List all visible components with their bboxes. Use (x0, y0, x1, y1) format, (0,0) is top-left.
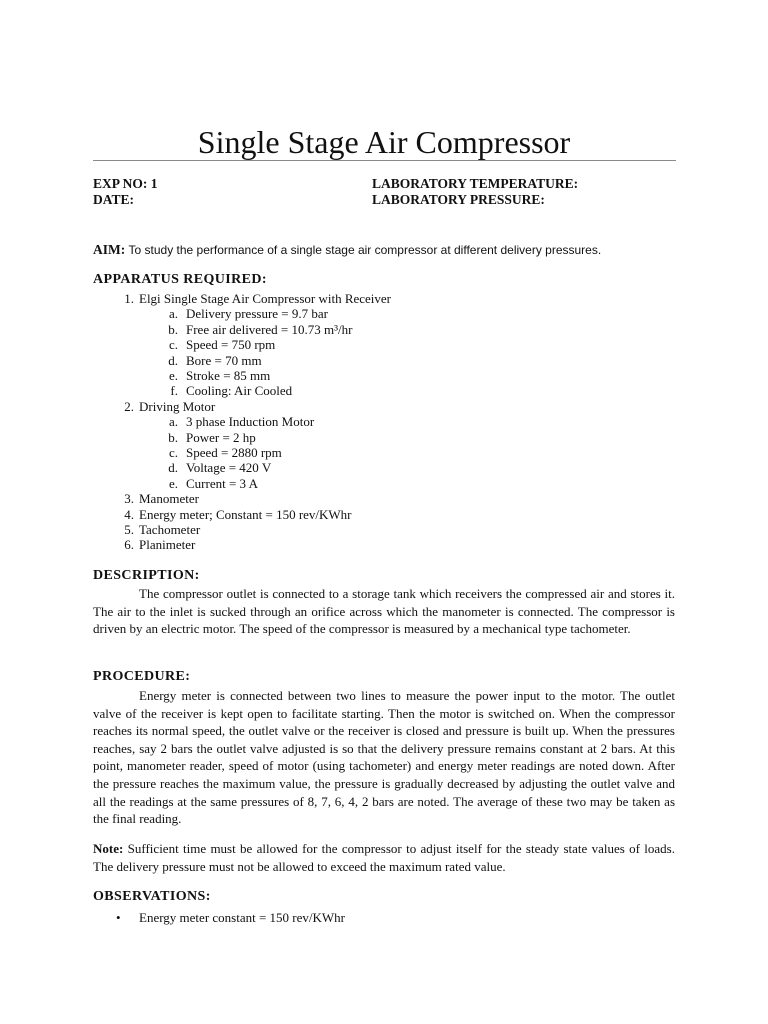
list-marker: a. (168, 414, 178, 430)
list-marker: d. (168, 352, 178, 368)
list-item-text: Free air delivered = 10.73 m³/hr (186, 321, 353, 337)
list-marker: c. (168, 444, 178, 460)
list-marker: c. (168, 337, 178, 353)
list-item (168, 444, 314, 460)
aim-section (93, 241, 601, 259)
aim-text: To study the performance of a single stage air compressor at different delivery pressures. (128, 243, 602, 257)
list-item-text: Speed = 2880 rpm (186, 444, 282, 460)
list-item (124, 506, 352, 522)
lab-pressure: LABORATORY PRESSURE: (372, 192, 545, 207)
list-item (124, 398, 216, 414)
list-marker: b. (168, 321, 178, 337)
list-marker: 1. (124, 291, 134, 306)
list-marker: 2. (124, 398, 134, 414)
list-marker: e. (168, 475, 178, 491)
list-item-text: Cooling: Air Cooled (186, 383, 293, 399)
list-marker: 6. (124, 537, 134, 553)
list-item (168, 337, 352, 353)
list-item-text: Elgi Single Stage Air Compressor with Receiver (139, 291, 392, 306)
list-item-text: 3 phase Induction Motor (186, 414, 315, 430)
apparatus-heading: APPARATUS REQUIRED: (93, 272, 267, 287)
bullet-marker: • (116, 910, 121, 925)
list-item-text: Driving Motor (139, 398, 216, 414)
list-item-text: Tachometer (139, 521, 201, 537)
list-marker: 5. (124, 521, 134, 537)
list-item (168, 460, 314, 476)
list-marker: d. (168, 460, 178, 476)
observations-heading: OBSERVATIONS: (93, 889, 211, 904)
list-marker: e. (168, 367, 178, 383)
date-field: DATE: (93, 192, 135, 207)
list-item (170, 383, 352, 399)
procedure-heading: PROCEDURE: (93, 669, 191, 684)
note-text: Sufficient time must be allowed for the compressor to adjust itself for the steady state values of loads. The delivery pressure must not be allowed to exceed the maximum rated value. (93, 841, 675, 874)
list-item (168, 352, 352, 368)
list-item (168, 475, 314, 491)
list-marker: f. (170, 383, 178, 399)
apparatus-items-rest (124, 491, 352, 553)
list-item-text: Power = 2 hp (186, 429, 256, 445)
description-text: The compressor outlet is connected to a storage tank which receivers the compressed air and stores it. The air to the inlet is sucked through an orifice across which the manometer is connected. The compressor is driven by an electric motor. The speed of the compressor is measured by a mechanical type tachometer. (93, 586, 675, 637)
list-item-text: Planimeter (139, 537, 196, 553)
list-item (168, 306, 352, 322)
list-marker: 4. (124, 506, 134, 522)
list-marker: a. (168, 306, 178, 322)
list-item-text: Energy meter; Constant = 150 rev/KWhr (139, 506, 352, 522)
exp-no: EXP NO: 1 (93, 176, 158, 191)
list-item (124, 537, 352, 553)
list-item (168, 321, 353, 337)
lab-temperature: LABORATORY TEMPERATURE: (372, 176, 579, 191)
list-item (124, 491, 352, 507)
list-item-text: Speed = 750 rpm (186, 337, 276, 353)
list-item-text: Delivery pressure = 9.7 bar (186, 306, 328, 322)
apparatus-item-2 (124, 398, 216, 414)
list-marker: 3. (124, 491, 134, 507)
list-item (168, 429, 314, 445)
motor-specs-list (168, 414, 315, 491)
list-item-text: Bore = 70 mm (186, 352, 262, 368)
aim-label: AIM: (93, 242, 126, 257)
compressor-specs-list (168, 306, 353, 399)
observation-item: Energy meter constant = 150 rev/KWhr (139, 910, 346, 925)
list-item-text: Manometer (139, 491, 199, 507)
description-heading: DESCRIPTION: (93, 568, 200, 583)
list-item (124, 521, 352, 537)
note-label: Note: (93, 841, 124, 856)
list-item (124, 291, 392, 306)
list-item (168, 367, 352, 383)
list-item (168, 414, 315, 430)
list-item-text: Stroke = 85 mm (186, 367, 271, 383)
list-marker: b. (168, 429, 178, 445)
page-title: Single Stage Air Compressor (197, 124, 571, 160)
note-paragraph (93, 840, 675, 875)
list-item-text: Current = 3 A (186, 475, 258, 491)
list-item-text: Voltage = 420 V (186, 460, 272, 476)
apparatus-item-1 (124, 291, 392, 306)
procedure-text: Energy meter is connected between two lines to measure the power input to the motor. The outlet valve of the receiver is kept open to facilitate starting. Then the motor is switched on. When the compressor reaches its normal speed, the outlet valve or the receiver is closed and pressure is built up. When the pressures reaches, say 2 bars the outlet valve adjusted is so that the delivery pressure remains constant at 2 bars. At this point, manometer reader, speed of motor (using tachometer) and energy meter readings are noted down. After the pressure reaches the maximum value, the pressure is gradually decreased by adjusting the outlet valve and all the readings at the same pressures of 8, 7, 6, 4, 2 bars are noted. The average of these two may be taken as the final reading. (93, 688, 675, 827)
title-divider (93, 160, 676, 161)
